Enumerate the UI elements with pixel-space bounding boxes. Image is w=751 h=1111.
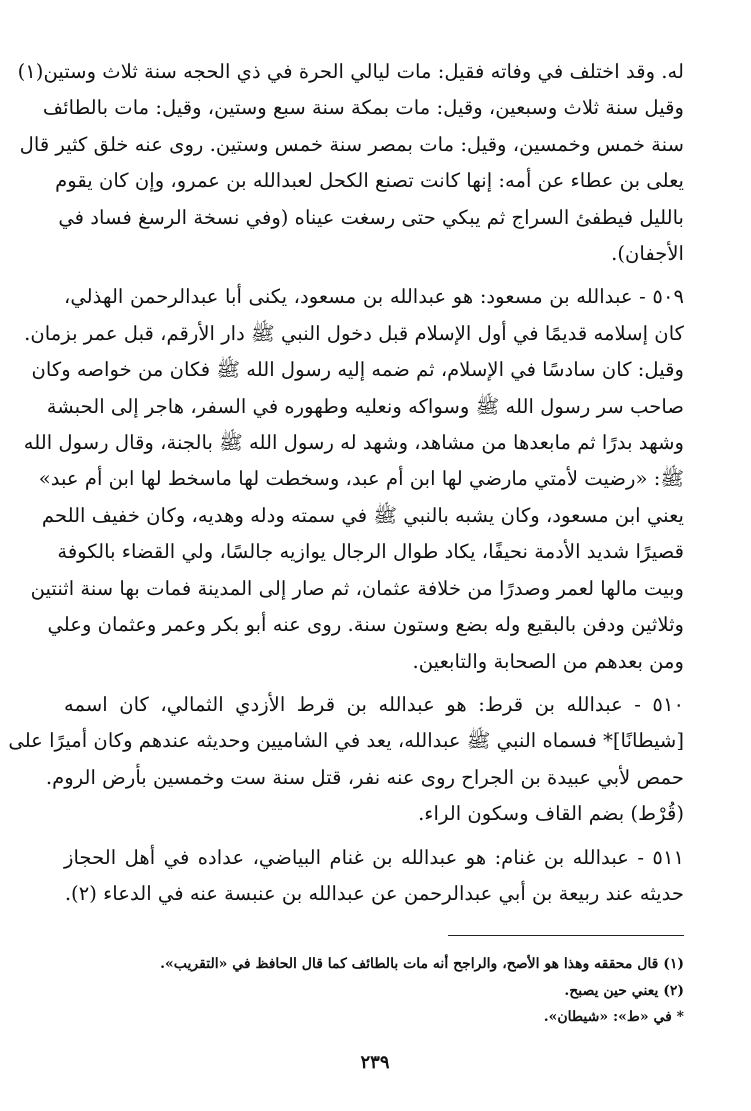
text-line: ٥١١ - عبدالله بن غنام: هو عبدالله بن غنام البياضي، عداده في أهل الحجاز — [64, 845, 684, 869]
footnote-asterisk: * في «ط»: «شيطان». — [543, 1009, 684, 1025]
text-line: ومن بعدهم من الصحابة والتابعين. — [412, 649, 684, 673]
text-line: ٥١٠ - عبدالله بن قرط: هو عبدالله بن قرط الأزدي الثمالي، كان اسمه — [64, 692, 684, 716]
text-line: ﷺ: «رضيت لأمتي مارضي لها ابن أم عبد، وسخطت لها ماسخط لها ابن أم عبد» — [38, 467, 684, 491]
main-text — [8, 54, 684, 912]
entry-510-abdullah-ibn-qurt — [8, 687, 684, 833]
footnote-2: (٢) يعني حين يصبح. — [564, 982, 684, 999]
page-number: ٢٣٩ — [360, 1052, 390, 1073]
text-line: وشهد بدرًا ثم مابعدها من مشاهد، وشهد له رسول الله ﷺ بالجنة، وقال رسول الله — [23, 431, 684, 455]
text-line: له. وقد اختلف في وفاته فقيل: مات ليالي الحرة في ذي الحجه سنة ثلاث وستين(١) — [17, 60, 684, 83]
text-line: وقيل: كان سادسًا في الإسلام، ثم ضمه إليه رسول الله ﷺ فكان من خواصه وكان — [31, 358, 684, 382]
text-line: (قُرْط) بضم القاف وسكون الراء. — [418, 802, 684, 826]
text-line: [شيطانًا]* فسماه النبي ﷺ عبدالله، يعد في الشاميين وحديثه عندهم وكان أميرًا على — [8, 729, 684, 753]
text-line: بالليل فيطفئ السراج ثم يبكي حتى رسغت عيناه (وفي نسخة الرسغ فساد في — [58, 205, 684, 229]
text-line: وبيت مالها لعمر وصدرًا من خلافة عثمان، ثم صار إلى المدينة فمات بها سنة اثنتين — [30, 576, 684, 600]
text-line: سنة خمس وخمسين، وقيل: مات بمصر سنة خمس وستين. روى عنه خلق كثير قال — [19, 132, 684, 156]
entry-509-abdullah-ibn-masud — [23, 279, 684, 679]
text-line: حديثه عند ربيعة بن أبي عبدالرحمن عن عبدالله بن عنبسة عنه في الدعاء (٢). — [64, 881, 684, 905]
text-line: الأجفان). — [611, 242, 684, 266]
footnote-1: (١) قال محققه وهذا هو الأصح، والراجح أنه مات بالطائف كما قال الحافظ في «التقريب». — [160, 956, 684, 972]
entry-511-abdullah-ibn-ghannam — [64, 840, 684, 913]
paragraph-continuation — [17, 54, 684, 272]
text-line: وقيل سنة ثلاث وسبعين، وقيل: مات بمكة سنة سبع وستين، وقيل: مات بالطائف — [42, 96, 684, 120]
text-line: صاحب سر رسول الله ﷺ وسواكه ونعليه وطهوره في السفر، هاجر إلى الحبشة — [46, 394, 684, 418]
text-line: يعلى بن عطاء عن أمه: إنها كانت تصنع الكحل لعبدالله بن عمرو، وإن كان يقوم — [55, 169, 684, 193]
text-line: ٥٠٩ - عبدالله بن مسعود: هو عبدالله بن مسعود، يكنى أبا عبدالرحمن الهذلي، — [64, 285, 684, 309]
text-line: كان إسلامه قديمًا في أول الإسلام قبل دخول النبي ﷺ دار الأرقم، قبل عمر بزمان. — [24, 321, 684, 345]
footnotes — [64, 951, 684, 1031]
footnote-divider — [448, 935, 684, 936]
text-line: وثلاثين ودفن بالبقيع وله بضع وستون سنة. روى عنه أبو بكر وعمر وعثمان وعلي — [47, 613, 684, 637]
text-line: قصيرًا شديد الأدمة نحيفًا، يكاد طوال الرجال يوازيه جالسًا، ولي القضاء بالكوفة — [57, 540, 684, 564]
text-line: حمص لأبي عبيدة بن الجراح روى عنه نفر، قتل سنة ست وخمسين بأرض الروم. — [45, 765, 684, 789]
text-line: يعني ابن مسعود، وكان يشبه بالنبي ﷺ في سمته ودله وهديه، وكان خفيف اللحم — [41, 503, 684, 527]
